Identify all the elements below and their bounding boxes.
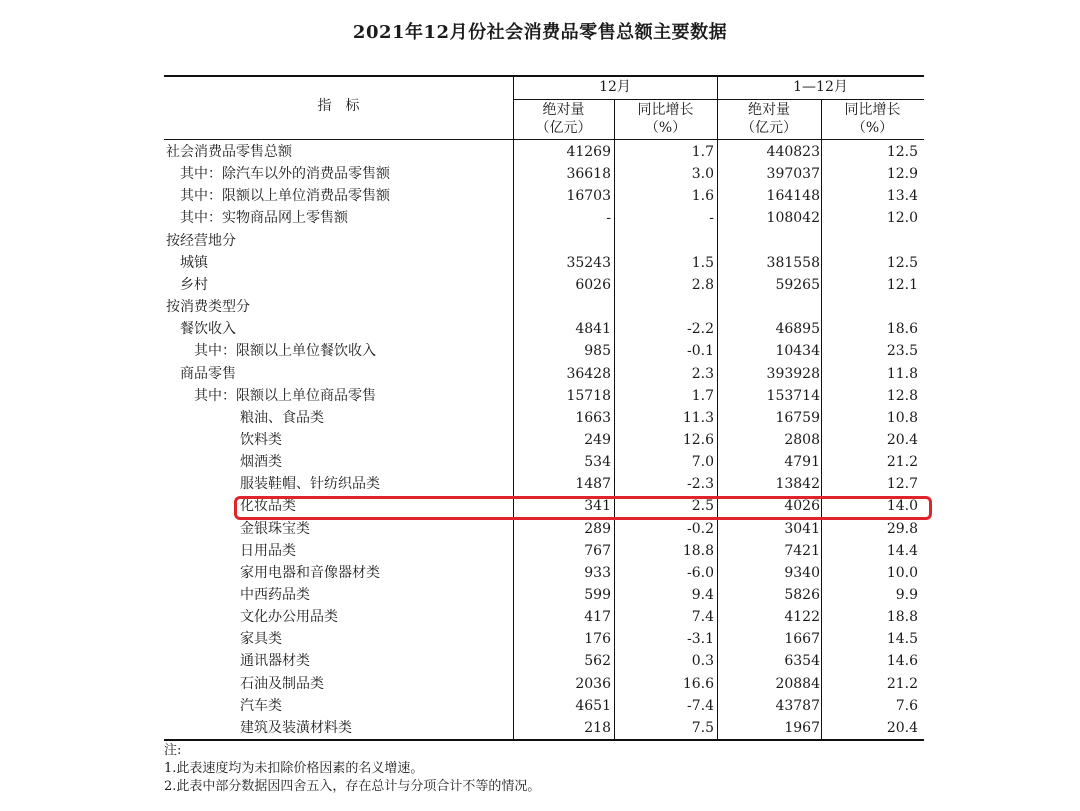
- row-label: 日用品类: [240, 542, 296, 559]
- ytd-yoy-cell: 12.8: [886, 387, 918, 404]
- ytd-yoy-cell: 7.6: [895, 697, 918, 714]
- ytd-abs-cell: 4791: [784, 454, 820, 471]
- month-abs-cell: 341: [584, 498, 611, 515]
- row-label: 服装鞋帽、针纺织品类: [240, 476, 380, 493]
- month-yoy-cell: 7.4: [691, 609, 714, 626]
- ytd-yoy-cell: 12.7: [886, 476, 918, 493]
- header-period-month: 12月: [599, 79, 631, 95]
- table-top-rule: [164, 75, 924, 77]
- row-label: 粮油、食品类: [240, 409, 324, 426]
- page-title: 2021年12月份社会消费品零售总额主要数据: [352, 22, 728, 43]
- ytd-abs-cell: 393928: [766, 365, 820, 382]
- ytd-abs-cell: 108042: [766, 210, 820, 227]
- table-row: [164, 584, 924, 606]
- ytd-yoy-cell: 20.4: [886, 719, 918, 736]
- month-yoy-cell: 1.7: [691, 387, 714, 404]
- header-ytd-abs: 绝对量: [748, 102, 790, 118]
- month-abs-cell: 1487: [575, 476, 611, 493]
- month-abs-cell: 1663: [575, 409, 611, 426]
- month-yoy-cell: 1.7: [691, 144, 714, 160]
- ytd-abs-cell: 5826: [784, 587, 820, 603]
- month-yoy-cell: -2.2: [687, 321, 714, 338]
- ytd-yoy-cell: 20.4: [886, 431, 918, 448]
- table-row: [164, 628, 924, 650]
- table-row: [164, 318, 924, 340]
- ytd-abs-cell: 13842: [775, 476, 820, 493]
- table-row: [164, 717, 924, 739]
- ytd-abs-cell: 1667: [784, 631, 820, 648]
- ytd-yoy-cell: 21.2: [886, 675, 918, 692]
- ytd-abs-cell: 381558: [766, 254, 820, 271]
- month-yoy-cell: 7.0: [691, 454, 714, 471]
- month-yoy-cell: 18.8: [682, 542, 714, 559]
- month-abs-cell: 4651: [575, 697, 611, 714]
- month-abs-cell: 6026: [575, 276, 611, 293]
- month-yoy-cell: -6.0: [687, 564, 714, 581]
- row-label: 化妆品类: [240, 498, 296, 515]
- ytd-abs-cell: 10434: [775, 343, 820, 360]
- ytd-yoy-cell: 12.1: [886, 276, 918, 293]
- month-abs-cell: 289: [584, 520, 611, 537]
- row-label: 其中：除汽车以外的消费品零售额: [180, 166, 390, 183]
- ytd-yoy-cell: 14.5: [886, 631, 918, 648]
- table-row: [164, 141, 924, 163]
- ytd-abs-cell: 6354: [784, 653, 820, 670]
- table-row: [164, 185, 924, 207]
- row-label: 其中：限额以上单位消费品零售额: [180, 188, 390, 205]
- table-row: [164, 296, 924, 318]
- row-label: 餐饮收入: [180, 321, 236, 338]
- month-abs-cell: 35243: [566, 254, 611, 271]
- row-label: 商品零售: [180, 365, 236, 382]
- ytd-abs-cell: 43787: [775, 697, 820, 714]
- month-yoy-cell: -7.4: [687, 697, 714, 714]
- table-row: [164, 695, 924, 717]
- ytd-abs-cell: 59265: [775, 276, 820, 293]
- header-month-abs: 绝对量: [542, 102, 585, 118]
- ytd-yoy-cell: 12.0: [886, 210, 918, 227]
- ytd-yoy-cell: 10.8: [886, 409, 918, 426]
- row-label: 其中：限额以上单位餐饮收入: [194, 343, 376, 360]
- ytd-yoy-cell: 18.6: [886, 321, 918, 338]
- header-indicator: 指 标: [317, 98, 360, 114]
- table-row: [164, 518, 924, 540]
- header-period-ytd: 1—12月: [793, 79, 848, 95]
- month-abs-cell: 36618: [566, 166, 611, 183]
- ytd-abs-cell: 164148: [766, 188, 820, 205]
- ytd-yoy-cell: 13.4: [886, 188, 918, 205]
- table-row: [164, 407, 924, 429]
- month-yoy-cell: -2.3: [687, 476, 714, 493]
- ytd-abs-cell: 46895: [775, 321, 820, 338]
- table-notes: [164, 742, 540, 796]
- table-row: [164, 473, 924, 495]
- table-row: [164, 340, 924, 362]
- ytd-abs-cell: 397037: [766, 166, 820, 183]
- ytd-yoy-cell: 12.5: [886, 144, 918, 160]
- ytd-yoy-cell: 14.6: [886, 653, 918, 670]
- table-row: [164, 207, 924, 229]
- month-yoy-cell: 2.5: [691, 498, 714, 515]
- header-month-yoy: 同比增长: [637, 102, 694, 118]
- header-month-abs-unit: （亿元）: [535, 120, 592, 136]
- ytd-abs-cell: 4026: [784, 498, 820, 515]
- notes-label: 注:: [164, 743, 182, 758]
- month-abs-cell: 16703: [566, 188, 611, 205]
- table-row: [164, 429, 924, 451]
- ytd-yoy-cell: 21.2: [886, 454, 918, 471]
- month-yoy-cell: 3.0: [691, 166, 714, 183]
- month-yoy-cell: 1.5: [691, 254, 714, 271]
- ytd-abs-cell: 7421: [784, 542, 820, 559]
- table-row: [164, 363, 924, 385]
- table-row: [164, 230, 924, 252]
- ytd-yoy-cell: 14.4: [886, 542, 918, 559]
- row-label: 其中：实物商品网上零售额: [180, 210, 348, 227]
- table-bottom-rule: [164, 739, 924, 741]
- table-row: [164, 673, 924, 695]
- month-abs-cell: 562: [584, 653, 611, 670]
- month-yoy-cell: 1.6: [691, 188, 714, 205]
- table-row: [164, 385, 924, 407]
- month-abs-cell: 933: [584, 564, 611, 581]
- row-label: 中西药品类: [240, 587, 310, 603]
- ytd-yoy-cell: 29.8: [886, 520, 918, 537]
- month-yoy-cell: 9.4: [691, 587, 714, 603]
- header-month-yoy-unit: （%）: [644, 120, 687, 136]
- ytd-abs-cell: 20884: [775, 675, 820, 692]
- row-label: 通讯器材类: [240, 653, 310, 670]
- month-yoy-cell: 2.8: [691, 276, 714, 293]
- month-yoy-cell: 11.3: [682, 409, 714, 426]
- ytd-yoy-cell: 12.5: [886, 254, 918, 271]
- row-label: 城镇: [180, 254, 208, 271]
- row-label: 金银珠宝类: [240, 520, 310, 537]
- row-label: 按经营地分: [166, 232, 236, 249]
- month-yoy-cell: -: [709, 210, 714, 227]
- month-abs-cell: 2036: [575, 675, 611, 692]
- month-yoy-cell: -0.2: [687, 520, 714, 537]
- row-label: 其中：限额以上单位商品零售: [194, 387, 376, 404]
- ytd-abs-cell: 3041: [784, 520, 820, 537]
- table-header-rule: [164, 139, 924, 140]
- month-abs-cell: 36428: [566, 365, 611, 382]
- note-item-1: 1.此表速度均为未扣除价格因素的名义增速。: [164, 761, 424, 776]
- row-label: 烟酒类: [240, 454, 282, 471]
- month-abs-cell: 4841: [575, 321, 611, 338]
- month-yoy-cell: 0.3: [691, 653, 714, 670]
- header-ytd-abs-unit: （亿元）: [741, 120, 797, 136]
- table-row: [164, 252, 924, 274]
- row-label: 饮料类: [240, 431, 282, 448]
- month-yoy-cell: 12.6: [682, 431, 714, 448]
- ytd-yoy-cell: 14.0: [886, 498, 918, 515]
- ytd-abs-cell: 153714: [766, 387, 820, 404]
- table-row: [164, 606, 924, 628]
- month-yoy-cell: 7.5: [691, 719, 714, 736]
- row-label: 石油及制品类: [240, 675, 324, 692]
- ytd-abs-cell: 9340: [784, 564, 820, 581]
- table-row: [164, 495, 924, 517]
- month-abs-cell: 534: [584, 454, 611, 471]
- ytd-abs-cell: 16759: [775, 409, 820, 426]
- month-abs-cell: 15718: [566, 387, 611, 404]
- month-abs-cell: 218: [584, 719, 611, 736]
- row-label: 家用电器和音像器材类: [240, 564, 380, 581]
- period-rule: [513, 99, 924, 100]
- month-abs-cell: 599: [584, 587, 611, 603]
- note-item-2: 2.此表中部分数据因四舍五入，存在总计与分项合计不等的情况。: [164, 779, 541, 794]
- month-abs-cell: 767: [584, 542, 611, 559]
- row-label: 文化办公用品类: [240, 609, 338, 626]
- month-abs-cell: 417: [584, 609, 611, 626]
- month-yoy-cell: -3.1: [687, 631, 714, 648]
- month-abs-cell: 41269: [566, 144, 611, 160]
- header-ytd-yoy-unit: （%）: [851, 120, 894, 136]
- table-row: [164, 540, 924, 562]
- header-ytd-yoy: 同比增长: [844, 102, 901, 118]
- ytd-yoy-cell: 9.9: [895, 587, 918, 603]
- ytd-abs-cell: 2808: [784, 431, 820, 448]
- month-yoy-cell: -0.1: [687, 343, 714, 360]
- month-abs-cell: 249: [584, 431, 611, 448]
- ytd-abs-cell: 4122: [784, 609, 820, 626]
- ytd-abs-cell: 440823: [766, 144, 820, 160]
- ytd-yoy-cell: 11.8: [886, 365, 918, 382]
- ytd-yoy-cell: 10.0: [886, 564, 918, 581]
- month-yoy-cell: 16.6: [682, 675, 714, 692]
- table-row: [164, 451, 924, 473]
- row-label: 社会消费品零售总额: [166, 144, 292, 160]
- ytd-yoy-cell: 23.5: [886, 343, 918, 360]
- row-label: 乡村: [180, 276, 208, 293]
- ytd-abs-cell: 1967: [784, 719, 820, 736]
- month-abs-cell: -: [606, 210, 611, 227]
- row-label: 建筑及装潢材料类: [240, 719, 352, 736]
- month-yoy-cell: 2.3: [691, 365, 714, 382]
- table-row: [164, 562, 924, 584]
- table-row: [164, 650, 924, 672]
- month-abs-cell: 176: [584, 631, 611, 648]
- table-row: [164, 274, 924, 296]
- ytd-yoy-cell: 12.9: [886, 166, 918, 183]
- row-label: 汽车类: [240, 697, 282, 714]
- table-row: [164, 163, 924, 185]
- month-abs-cell: 985: [584, 343, 611, 360]
- ytd-yoy-cell: 18.8: [886, 609, 918, 626]
- row-label: 按消费类型分: [166, 299, 250, 316]
- row-label: 家具类: [240, 631, 282, 648]
